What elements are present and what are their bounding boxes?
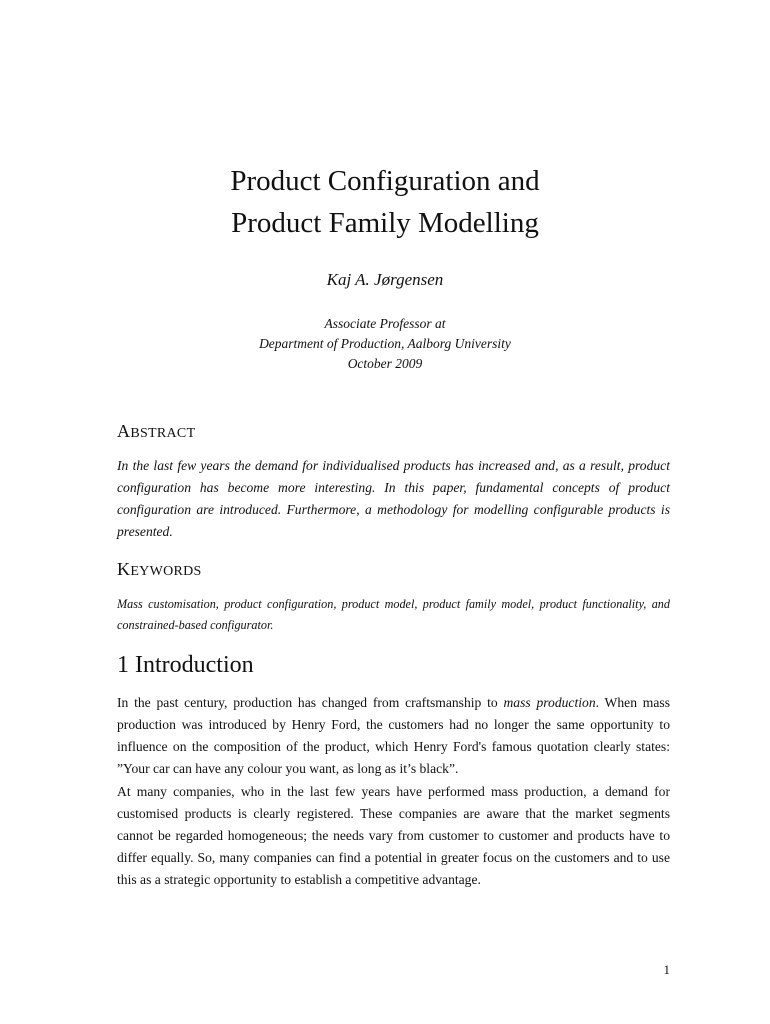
title-line-2: Product Family Modelling: [231, 207, 539, 239]
abstract-heading-initial: A: [117, 421, 131, 441]
intro-paragraph-2: At many companies, who in the last few years have performed mass production, a demand for customised products is clearly registered. These companies are aware that the market segments cannot be regarded homogeneous; the needs vary from customer to customer and products have to differ equally. So, many companies can find a potential in greater focus on the customers and to use this as a strategic opportunity to establish a competitive advantage.: [117, 784, 670, 887]
keywords-heading-initial: K: [117, 559, 131, 579]
intro-paragraph-1-end: . When mass production was introduced by Henry Ford, the customers had no longer the same opportunity to influence on the composition of the product, which Henry Ford's famous quotation clearly states: ”Your car can have any colour you want, as long as it’s black”.: [117, 695, 670, 776]
affiliation-department: Department of Production, Aalborg University: [259, 336, 511, 351]
title-line-1: Product Configuration and: [230, 165, 540, 197]
abstract-text: In the last few years the demand for individualised products has increased and, as a result, product configuration has become more interesting. In this paper, fundamental concepts of product configuration are introduced. Furthermore, a methodology for modelling configurable products is presented.: [117, 458, 670, 539]
section-heading-introduction: 1 Introduction: [117, 652, 254, 678]
keywords-heading-rest: EYWORDS: [130, 564, 202, 579]
author-name: Kaj A. Jørgensen: [326, 270, 444, 289]
abstract-heading-rest: BSTRACT: [130, 426, 196, 441]
affiliation-date: October 2009: [347, 356, 423, 371]
paper-title: [0, 160, 770, 244]
intro-paragraph-1: [117, 692, 670, 780]
keywords-text: Mass customisation, product configuration, product model, product family model, product functionality, and constrained-based configurator.: [117, 597, 670, 632]
page-number: 1: [663, 962, 670, 977]
keywords-heading: [117, 559, 202, 580]
abstract-heading: [117, 421, 195, 442]
affiliation: [0, 314, 770, 374]
intro-paragraph-1-start: In the past century, production has changed from craftsmanship to: [117, 695, 504, 710]
intro-paragraph-1-emphasis: mass production: [503, 695, 596, 710]
affiliation-position: Associate Professor at: [324, 316, 446, 331]
